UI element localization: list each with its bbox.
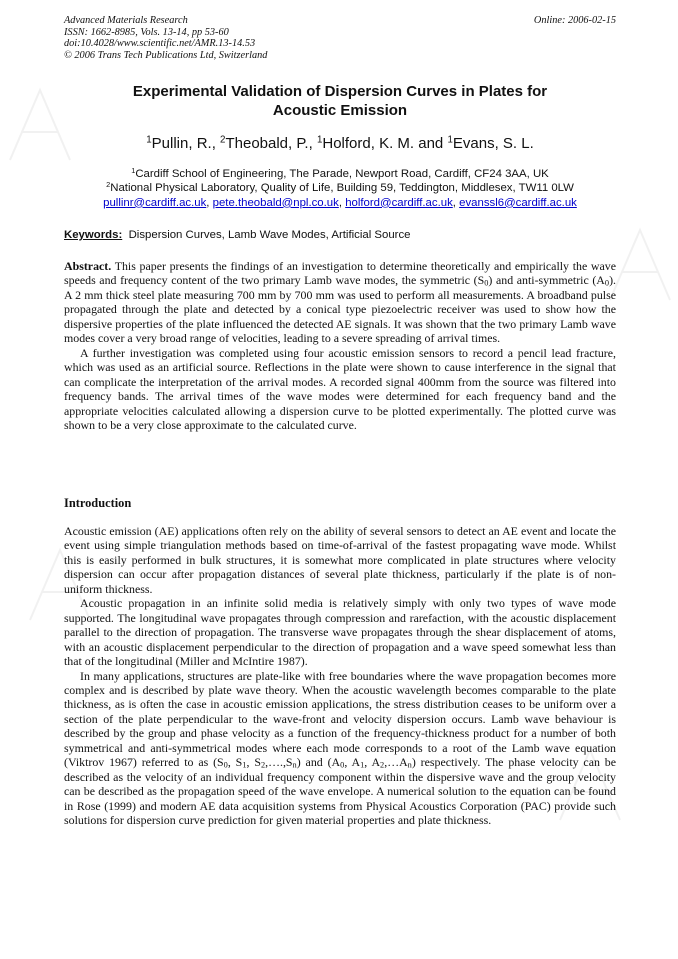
author-list: [64, 134, 616, 153]
intro-text: ) respectively. The phase velocity can be described as the velocity of an individual frequency component within the dispersive wave and the group velocity can be described as the propagation speed of the wave envelope. A numerical solution to the equation can be found in Rose (1999) and modern AE data acquisition systems from Physical Acoustics Corporation (PAC) provide such solutions for dispersion curve prediction for given material properties and plate thickness.: [64, 755, 617, 828]
abstract-text: ) and anti-symmetric (A: [488, 273, 605, 288]
email-link[interactable]: pullinr@cardiff.ac.uk: [103, 196, 207, 209]
intro-text: , S: [246, 755, 261, 770]
journal-name: Advanced Materials Research: [64, 15, 188, 26]
intro-text: ,…A: [384, 755, 408, 770]
abstract-label: Abstract.: [64, 259, 112, 273]
subscript: 1: [242, 760, 247, 770]
copyright-line: © 2006 Trans Tech Publications Ltd, Switzerland: [64, 49, 268, 61]
keywords: [64, 228, 616, 242]
author-affil-mark: 1: [316, 134, 323, 146]
intro-text: ,….,S: [265, 755, 293, 770]
subscript: 1: [360, 760, 365, 770]
author-affil-mark: 2: [220, 134, 226, 146]
intro-paragraph-2: Acoustic propagation in an infinite solid media is relatively simply with only two types of wave mode supported. The longitudinal wave propagates through compression and rarefaction, with the acoustic displacement parallel to the direction of propagation. The transverse wave propagates through the shear displacement of atoms, with an acoustic displacement perpendicular to the direction of propagation and a wave speed somewhat less than that of the longitudinal (Miller and McIntire 1987).: [64, 596, 616, 669]
subscript: n: [292, 760, 297, 770]
subscript: 0: [604, 279, 610, 289]
paper-title: [64, 82, 616, 120]
affiliation-text: National Physical Laboratory, Quality of Life, Building 59, Teddington, Middlesex, TW11 0LW: [110, 182, 574, 195]
subscript: n: [407, 760, 412, 770]
intro-text: , S: [227, 755, 243, 770]
author-affil-mark: 1: [447, 134, 453, 146]
doi-line: doi:10.4028/www.scientific.net/AMR.13-14.53: [64, 38, 256, 49]
intro-paragraph-1: Acoustic emission (AE) applications often rely on the ability of several sensors to detect an AE event and locate the event using simple triangulation methods based on time-of-arrival of the fastest propagating wave mode. Whilst this is easily performed in bulk structures, it is somewhat more complicated in plate structures where velocity dispersion can occur after propagation distances of several plate thickness, particularly if the plate is of non-uniform thickness.: [64, 524, 616, 596]
author-name: Pullin, R.,: [151, 135, 221, 152]
issn-line: ISSN: 1662-8985, Vols. 13-14, pp 53-60: [64, 26, 229, 38]
intro-text: , A: [364, 755, 381, 770]
affiliation-1: [64, 167, 616, 181]
abstract-text: ). A 2 mm thick steel plate measuring 700 mm by 700 mm was used to perform all measurements. A broadband pulse propagated through the plate and detected by a conical type piezoelectric receiver was used to show how the dispersive properties of the plate influenced the detected AE signals. It was shown that the two primary Lamb wave modes cover a very broad range of velocities, leading to a severe spreading of arrival times.: [64, 273, 616, 346]
author-name: Evans, S. L.: [452, 135, 534, 152]
abstract-text: This paper presents the findings of an investigation to determine theoretically and empirically the wave speeds and frequency content of the two primary Lamb wave modes, the symmetric (S: [64, 259, 616, 288]
intro-text: In many applications, structures are plate-like with free boundaries where the wave propagation becomes more complex and is described by plate wave theory. When the acoustic wavelength becomes comparable to the plate thickness, as is often the case in acoustic emission applications, the stress distribution ceases to be uniform over a section of the plate perpendicular to the wave-front and velocity dispersion occurs. Lamb wave behaviour is described by the group and phase velocity as a function of the frequency-thickness product for a number of both symmetrical and anti-symmetrical modes where each mode corresponds to a root of the Lamb wave equation (Viktrov 1967) referred to as (S: [64, 668, 616, 770]
online-date: Online: 2006-02-15: [533, 15, 616, 26]
subscript: 2: [380, 760, 385, 770]
section-heading-introduction: Introduction: [64, 496, 132, 510]
abstract-paragraph-1: [64, 259, 616, 346]
keywords-label: Keywords:: [64, 229, 123, 241]
email-link[interactable]: evanssl6@cardiff.ac.uk: [459, 196, 577, 209]
affil-mark: 1: [131, 165, 136, 175]
affiliation-2: [64, 181, 616, 195]
email-link[interactable]: pete.theobald@npl.co.uk: [212, 196, 339, 209]
affil-mark: 2: [106, 180, 111, 190]
author-affil-mark: 1: [146, 134, 152, 146]
title-line-2: Acoustic Emission: [272, 102, 408, 119]
author-name: Theobald, P.,: [225, 135, 317, 152]
abstract-section: [64, 259, 616, 432]
subscript: 0: [484, 279, 489, 289]
intro-text: ) and (A: [296, 755, 341, 770]
abstract-paragraph-2: A further investigation was completed using four acoustic emission sensors to record a pencil lead fracture, which was used as an artificial source. Reflections in the plate were shown to cause interference in the signal that can complicate the interpretation of the arrival modes. A recorded signal 400mm from the source was filtered into frequency bands. The arrival times of the wave modes were determined for each frequency band and the appropriate velocities calculated allowing a dispersion curve to be plotted experimentally. The plotted curve was shown to be a very close approximate to the calculated curve.: [64, 345, 616, 432]
author-name: Holford, K. M. and: [322, 135, 448, 152]
intro-text: , A: [344, 755, 361, 770]
email-list: pullinr@cardiff.ac.uk, pete.theobald@npl.co.uk, holford@cardiff.ac.uk, evanssl6@cardiff.ac.uk: [103, 196, 577, 209]
affiliation-text: Cardiff School of Engineering, The Parade, Newport Road, Cardiff, CF24 3AA, UK: [135, 168, 549, 180]
introduction-section: [64, 524, 616, 828]
publication-header: [64, 15, 616, 61]
subscript: 0: [223, 760, 228, 770]
affiliations: [64, 167, 616, 210]
title-line-1: Experimental Validation of Dispersion Curves in Plates for: [132, 83, 548, 100]
subscript: 2: [260, 760, 266, 770]
keywords-text: Dispersion Curves, Lamb Wave Modes, Artificial Source: [128, 229, 411, 241]
subscript: 0: [340, 760, 345, 770]
email-link[interactable]: holford@cardiff.ac.uk: [345, 196, 453, 209]
intro-paragraph-3: [64, 669, 616, 828]
